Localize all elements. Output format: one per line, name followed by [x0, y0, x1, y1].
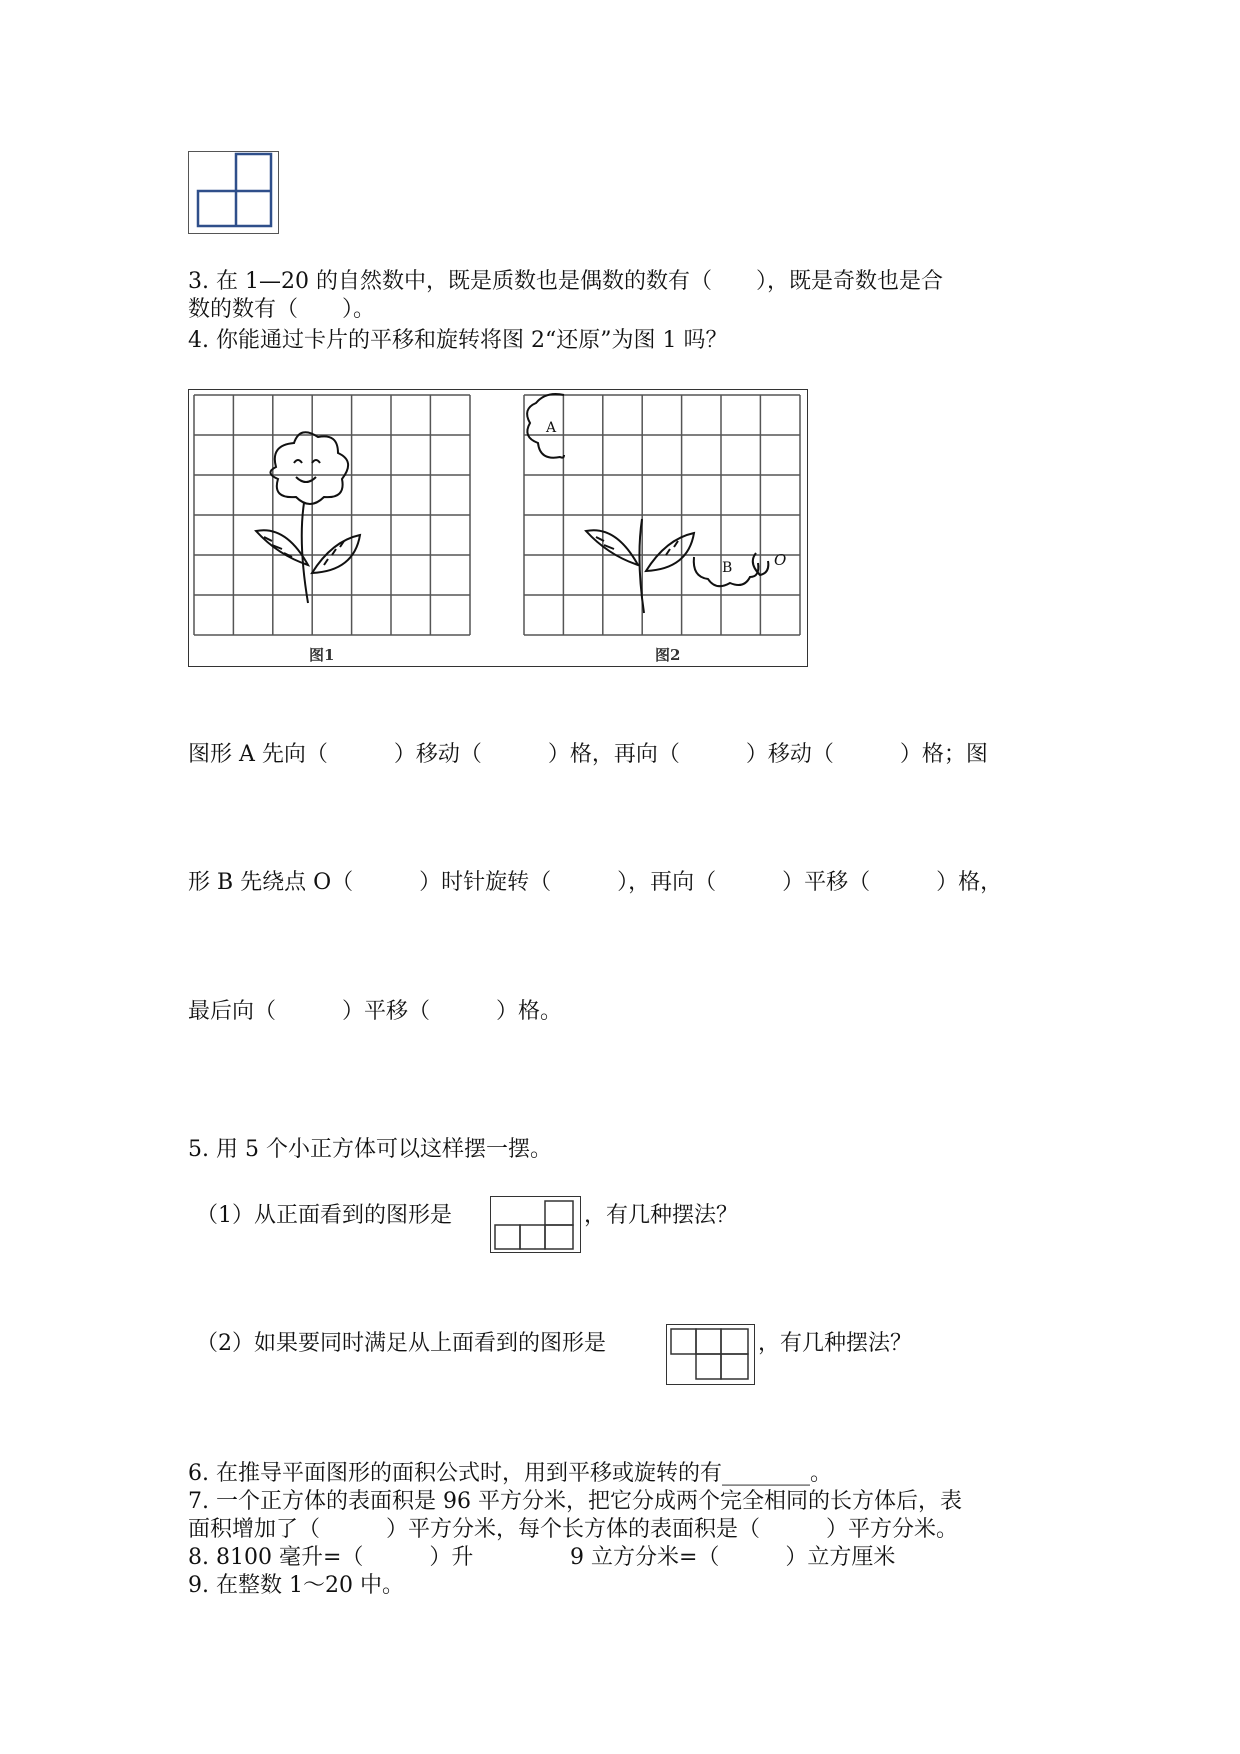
- top-view-figure: [666, 1324, 756, 1386]
- front-view-figure: [490, 1196, 582, 1254]
- flower-icon: [256, 432, 360, 603]
- q3-line1: 3. 在 1—20 的自然数中，既是质数也是偶数的数有（ ），既是奇数也是合: [188, 269, 943, 294]
- q5-part2-prefix: （2）如果要同时满足从上面看到的图形是: [196, 1331, 606, 1356]
- q8-part1: 8. 8100 毫升=（ ）升: [188, 1545, 474, 1570]
- q4-answer-line1: 图形 A 先向（ ）移动（ ）格，再向（ ）移动（ ）格；图: [188, 742, 988, 767]
- q5-part1-suffix: ，有几种摆法？: [584, 1203, 739, 1228]
- q4-question: 4. 你能通过卡片的平移和旋转将图 2“还原”为图 1 吗？: [188, 328, 728, 353]
- q5-part2-suffix: ，有几种摆法？: [758, 1331, 913, 1356]
- q6-text: 6. 在推导平面图形的面积公式时，用到平移或旋转的有________。: [188, 1461, 832, 1486]
- q5-question: 5. 用 5 个小正方体可以这样摆一摆。: [188, 1137, 552, 1162]
- figure2-label: 图2: [655, 646, 681, 664]
- q7-line2: 面积增加了（ ）平方分米，每个长方体的表面积是（ ）平方分米。: [188, 1517, 959, 1542]
- top-l-shape-figure: [188, 151, 280, 235]
- point-o-letter: O: [774, 551, 787, 569]
- q3-line2: 数的数有（ ）。: [188, 297, 376, 322]
- figure1-label: 图1: [309, 646, 335, 664]
- shape-a-letter: A: [546, 420, 557, 436]
- q9-text: 9. 在整数 1～20 中。: [188, 1573, 404, 1598]
- q4-grid-figure2: [524, 395, 800, 635]
- q7-line1: 7. 一个正方体的表面积是 96 平方分米，把它分成两个完全相同的长方体后，表: [188, 1489, 962, 1514]
- q4-answer-line2: 形 B 先绕点 O（ ）时针旋转（ ），再向（ ）平移（ ）格，: [188, 870, 1003, 895]
- q8-part2: 9 立方分米=（ ）立方厘米: [570, 1545, 896, 1570]
- q4-grid-figure1: [194, 395, 470, 635]
- shape-b-letter: B: [722, 560, 733, 576]
- q5-part1-prefix: （1）从正面看到的图形是: [196, 1203, 452, 1228]
- q4-answer-line3: 最后向（ ）平移（ ）格。: [188, 999, 563, 1024]
